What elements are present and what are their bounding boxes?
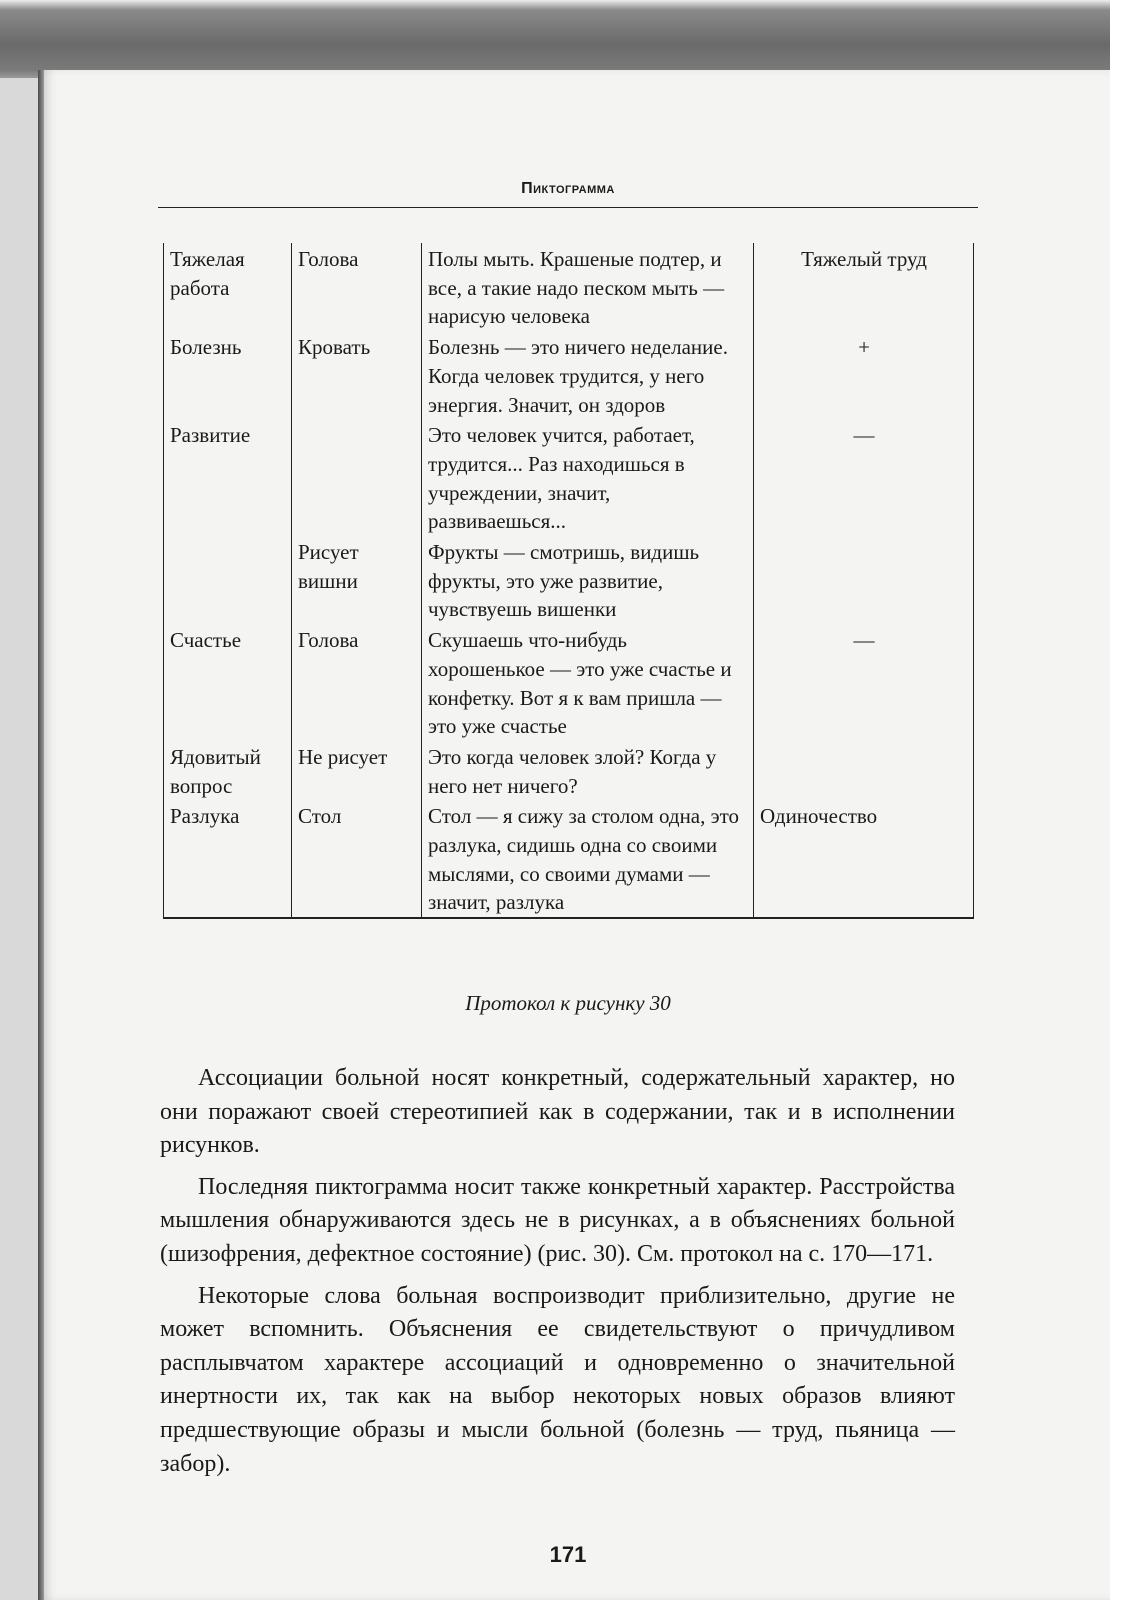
stimulus-word-cell: [164, 536, 292, 624]
running-head: Пиктограмма: [521, 180, 615, 197]
drawing-cell: Голова: [292, 243, 422, 331]
running-head-rule: [158, 207, 978, 208]
recall-cell: —: [754, 624, 974, 741]
right-margin: [1110, 0, 1132, 1600]
recall-cell: [754, 741, 974, 800]
table-caption: Протокол к рисунку 30: [465, 991, 671, 1015]
drawing-cell: Не рисует: [292, 741, 422, 800]
stimulus-word-cell: Тяжелая работа: [164, 243, 292, 331]
drawing-cell: Голова: [292, 624, 422, 741]
recall-cell: [754, 536, 974, 624]
stimulus-word-cell: Ядовитый вопрос: [164, 741, 292, 800]
body-text: [160, 1062, 955, 1489]
recall-cell: Тяжелый труд: [754, 243, 974, 331]
table-row: [164, 624, 974, 741]
explanation-cell: Это человек учится, работает, трудится... Раз находишься в учреждении, значит, развиваешься...: [422, 419, 754, 536]
page-number: 171: [549, 1542, 587, 1567]
table-row: [164, 741, 974, 800]
table-row: [164, 243, 974, 331]
paragraph: Некоторые слова больная воспроизводит приблизительно, другие не может вспомнить. Объяснения ее свидетельствуют о причудливом расплывчатом характере ассоциаций и одновременно о значительной инертности их, так как на выбор некоторых новых образов влияют предшествующие образы и мысли больной (болезнь — труд, пьяница — забор).: [160, 1282, 955, 1477]
stimulus-word-cell: Болезнь: [164, 331, 292, 419]
drawing-cell: Кровать: [292, 331, 422, 419]
scan-top-shadow: [0, 0, 1132, 78]
table-row: [164, 419, 974, 536]
stimulus-word-cell: Разлука: [164, 800, 292, 918]
recall-cell: +: [754, 331, 974, 419]
table-row: [164, 536, 974, 624]
recall-cell: —: [754, 419, 974, 536]
paragraph: Ассоциации больной носят конкретный, содержательный характер, но они поражают своей стереотипией как в содержании, так и в исполнении рисунков.: [160, 1065, 955, 1159]
explanation-cell: Стол — я сижу за столом одна, это разлука, сидишь одна со своими мыслями, со своими думами — значит, разлука: [422, 800, 754, 918]
stimulus-word-cell: Развитие: [164, 419, 292, 536]
explanation-cell: Скушаешь что-нибудь хорошенькое — это уже счастье и конфетку. Вот я к вам пришла — это уже счастье: [422, 624, 754, 741]
explanation-cell: Фрукты — смотришь, видишь фрукты, это уже развитие, чувствуешь вишенки: [422, 536, 754, 624]
explanation-cell: Это когда человек злой? Когда у него нет ничего?: [422, 741, 754, 800]
protocol-table: [163, 243, 974, 919]
table-row: [164, 331, 974, 419]
explanation-cell: Болезнь — это ничего неделание. Когда человек трудится, у него энергия. Значит, он здоров: [422, 331, 754, 419]
paragraph: Последняя пиктограмма носит также конкретный характер. Расстройства мышления обнаруживаются здесь не в рисунках, а в объяснениях больной (шизофрения, дефектное состояние) (рис. 30). См. протокол на с. 170—171.: [160, 1173, 955, 1267]
drawing-cell: Рисует вишни: [292, 536, 422, 624]
page-spine-edge: [38, 70, 44, 1600]
table-row: [164, 800, 974, 918]
recall-cell: Одиночество: [754, 800, 974, 918]
stimulus-word-cell: Счастье: [164, 624, 292, 741]
explanation-cell: Полы мыть. Крашеные подтер, и все, а такие надо песком мыть — нарисую человека: [422, 243, 754, 331]
drawing-cell: [292, 419, 422, 536]
drawing-cell: Стол: [292, 800, 422, 918]
